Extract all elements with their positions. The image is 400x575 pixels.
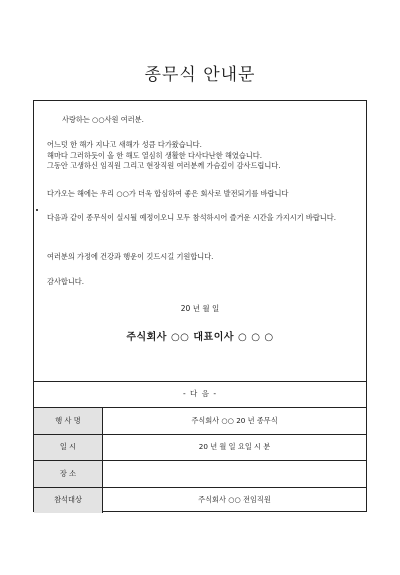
detail-value: 주식회사 ○○ 20 년 종무식 [191,415,278,425]
detail-row-datetime [34,435,366,462]
paragraph-1-line-2: 해마다 그러하듯이 올 한 해도 열심히 생활한 다사다난한 해였습니다. [47,150,262,160]
closing-text: 감사합니다. [47,277,85,286]
date-line: 20 년 월 일 [180,304,220,313]
letter-section [34,101,366,382]
notice-frame [33,100,367,512]
paragraph-1-line-1: 어느덧 한 해가 지나고 새해가 성큼 다가왔습니다. [47,140,202,149]
detail-label: 행 사 명 [34,408,103,434]
detail-value: 주식회사 ○○ 전임직원 [198,495,271,505]
detail-label: 일 시 [34,435,103,461]
paragraph-1-line-3: 그동안 고생하신 임직원 그리고 현장직원 여러분께 가슴깊이 감사드립니다. [47,161,281,170]
paragraph-3: 다음과 같이 종무식이 실시될 예정이오니 모두 참석하시어 즐거운 시간을 가지시기 바랍니다. [47,213,336,222]
paragraph-4: 여러분의 가정에 건강과 행운이 깃드시길 기원합니다. [47,252,214,261]
paragraph-1 [47,140,281,172]
detail-row-event-name [34,408,366,435]
details-heading: - 다 음 - [34,381,366,408]
detail-value [103,461,366,487]
detail-row-attendees [34,488,366,514]
document-title: 종무식 안내문 [144,65,256,85]
paragraph-2: 다가오는 해에는 우리 ○○가 더욱 합심하여 좋은 회사로 발전되기를 바랍니다 [47,189,289,198]
greeting-text: 사랑하는 ○○사원 여러분. [62,115,144,124]
detail-label: 장 소 [34,461,103,487]
signature-line: 주식회사 ○○ 대표이사 ○ ○ ○ [126,332,274,343]
detail-value: 20 년 월 일 요일 시 분 [198,442,271,452]
detail-label: 참석대상 [34,488,103,514]
margin-dot [36,209,38,211]
detail-row-location [34,461,366,488]
details-section [34,381,366,513]
